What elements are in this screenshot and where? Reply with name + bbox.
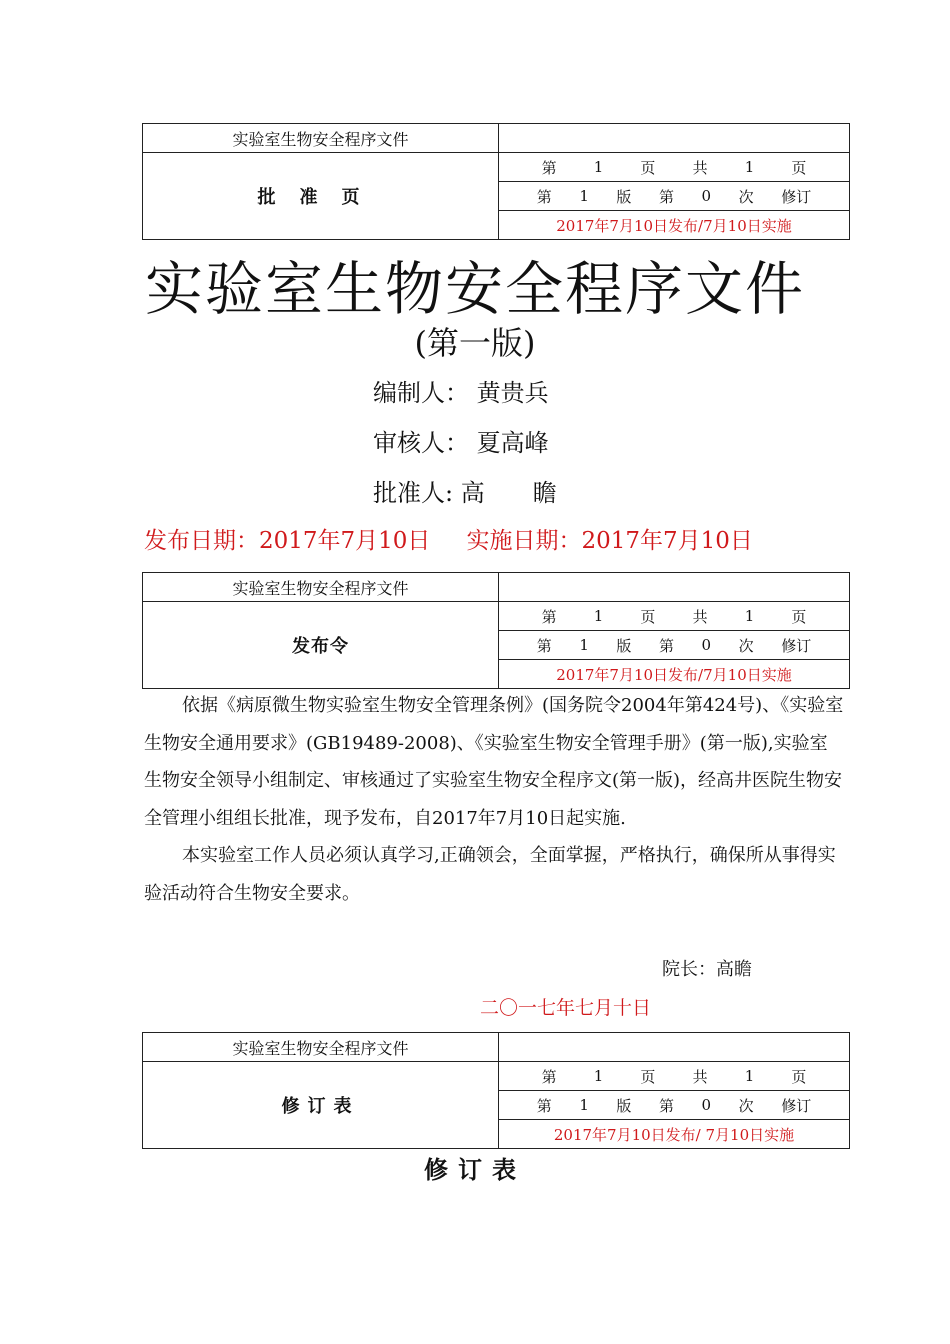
signature: 院长：高瞻	[662, 959, 752, 980]
page-info-cell	[499, 1062, 849, 1148]
section-name-cell	[143, 1062, 499, 1148]
edition-row: 第 1 版 第 0 次 修订	[499, 182, 849, 211]
publish-date: 发布日期：2017年7月10日	[144, 528, 431, 554]
section-name: 批准页	[257, 187, 384, 208]
section-name-cell	[143, 153, 499, 239]
blank-cell	[499, 573, 849, 602]
dates-line	[144, 522, 753, 555]
page-count-row: 第 1 页 共 1 页	[499, 1062, 849, 1091]
issue-date-row: 2017年7月10日发布/7月10日实施	[556, 665, 792, 684]
page-count-row: 第 1 页 共 1 页	[499, 602, 849, 631]
edition-label: (第一版)	[414, 324, 536, 362]
doc-title-cell: 实验室生物安全程序文件	[143, 573, 499, 602]
document-title: 实验室生物安全程序文件	[144, 255, 805, 323]
decree-paragraph-1: 依据《病原微生物实验室生物安全管理条例》(国务院令2004年第424号)、《实验室生物安全通用要求》(GB19489-2008)、《实验室生物安全管理手册》(第一版),实验室生物安全领导小组制定、审核通过了实验室生物安全程序文(第一版)，经高井医院生物安全管理小组组长批准，现予发布，自2017年7月10日起实施.	[144, 695, 844, 829]
reviewer: 审核人： 夏高峰	[373, 429, 549, 457]
issue-date-row: 2017年7月10日发布/ 7月10日实施	[553, 1125, 795, 1144]
compiler: 编制人： 黄贵兵	[373, 379, 549, 407]
decree-body	[144, 687, 844, 912]
edition-row: 第 1 版 第 0 次 修订	[499, 1091, 849, 1120]
section-name: 发布令	[292, 636, 349, 657]
header-block-approval	[142, 123, 850, 240]
header-block-decree	[142, 572, 850, 689]
issue-date-row: 2017年7月10日发布/7月10日实施	[556, 216, 792, 235]
page-count-row: 第 1 页 共 1 页	[499, 153, 849, 182]
section-name: 修订表	[281, 1096, 360, 1117]
page-info-cell	[499, 153, 849, 239]
page-info-cell	[499, 602, 849, 688]
blank-cell	[499, 1033, 849, 1062]
revision-table-title: 修订表	[424, 1155, 526, 1184]
section-name-cell	[143, 602, 499, 688]
chinese-date: 二〇一七年七月十日	[480, 997, 652, 1019]
header-block-revision	[142, 1032, 850, 1149]
approver: 批准人: 高 瞻	[373, 479, 557, 507]
decree-paragraph-2: 本实验室工作人员必须认真学习,正确领会，全面掌握，严格执行，确保所从事得实验活动符合生物安全要求。	[144, 845, 836, 904]
doc-title-cell: 实验室生物安全程序文件	[143, 1033, 499, 1062]
doc-title-cell: 实验室生物安全程序文件	[143, 124, 499, 153]
blank-cell	[499, 124, 849, 153]
implementation-date: 实施日期：2017年7月10日	[466, 528, 753, 554]
edition-row: 第 1 版 第 0 次 修订	[499, 631, 849, 660]
